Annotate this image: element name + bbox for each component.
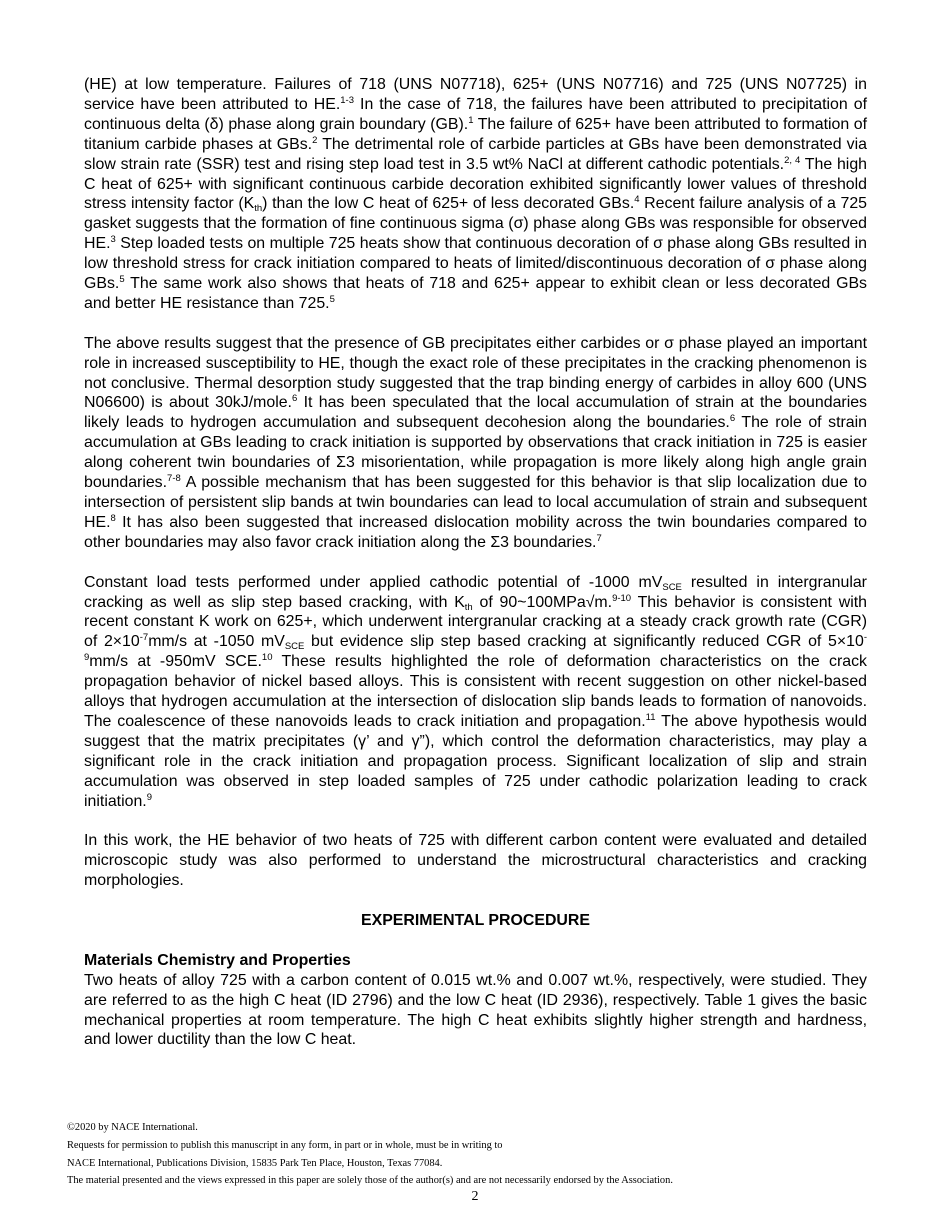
- p2-text: The above results suggest that the presence of GB precipitates either carbides or σ phase played an important role in increased susceptibility to HE, though the exact role of these precipitates in the cracking phenomenon is not conclusive. Thermal desorption study suggested that the trap binding energy of carbides in alloy 600 (UNS N06600) is about 30kJ/mole.: [84, 334, 867, 412]
- citation: 6: [729, 413, 736, 425]
- paragraph-constant-load: [84, 573, 867, 812]
- citation: 3: [110, 234, 116, 246]
- paragraph-he-failures: [84, 75, 867, 314]
- citation: 9: [146, 791, 153, 803]
- p3-text: Constant load tests performed under applied cathodic potential of -1000 mV: [84, 573, 663, 591]
- citation: 8: [110, 512, 116, 524]
- p1-text: The same work also shows that heats of 718 and 625+ appear to exhibit clean or less decorated GBs and better HE resistance than 725.: [84, 275, 867, 312]
- p1-text: In the case of 718, the failures have been attributed to precipitation of continuous delta (δ) phase along grain boundary (GB).: [84, 95, 867, 133]
- citation: 1-3: [340, 94, 354, 106]
- p3-text: but evidence slip step based cracking at significantly reduced CGR of 5×10: [304, 633, 864, 651]
- exponent: -9: [84, 632, 867, 664]
- p1-text: Recent failure analysis of a 725 gasket suggests that the formation of fine continuous sigma (σ) phase along GBs was responsible for observed HE.: [84, 195, 867, 253]
- citation: 2, 4: [784, 154, 801, 166]
- p1-text: The failure of 625+ have been attributed to formation of titanium carbide phases at GBs.: [84, 115, 867, 153]
- citation: 2: [312, 134, 318, 146]
- p2-text: It has also been suggested that increased dislocation mobility across the twin boundaries compared to other boundaries may also favor crack initiation along the Σ3 boundaries.: [84, 513, 867, 551]
- p3-text: mm/s at -1050 mV: [148, 633, 285, 651]
- citation: 5: [119, 274, 125, 286]
- citation: 7: [596, 532, 602, 544]
- citation: 4: [634, 194, 640, 206]
- p3-text: mm/s at -950mV SCE.: [89, 653, 262, 671]
- citation: 10: [261, 652, 273, 664]
- page-footer: [67, 1119, 673, 1190]
- p3-text: The above hypothesis would suggest that the matrix precipitates (γ’ and γ”), which control the deformation characteristics, may play a significant role in the crack initiation and propagation process. Significant localization of slip and strain accumulation was observed in step loaded samples of 725 under cathodic polarization leading to crack initiation.: [84, 712, 867, 810]
- exponent: -7: [139, 632, 149, 644]
- paragraph-gb-precipitates: [84, 334, 867, 553]
- subsection-heading: Materials Chemistry and Properties: [84, 951, 351, 969]
- p1-text: (HE) at low temperature. Failures of 718 (UNS N07718), 625+ (UNS N07716) and 725 (UNS N07725) in service have been attributed to HE.: [84, 76, 867, 113]
- page-body: [84, 75, 867, 1070]
- p1-text: ) than the low C heat of 625+ of less decorated GBs.: [262, 195, 635, 213]
- subscript: SCE: [284, 641, 305, 653]
- p2-text: A possible mechanism that has been suggested for this behavior is that slip localization due to intersection of persistent slip bands at twin boundaries can lead to local accumulation of strain and subsequent HE.: [84, 474, 867, 531]
- p1-text: Step loaded tests on multiple 725 heats show that continuous decoration of σ phase along GBs resulted in low threshold stress for crack initiation compared to heats of limited/discontinuous decoration of σ phase along GBs.: [84, 235, 867, 293]
- p1-text: The high C heat of 625+ with significant continuous carbide decoration exhibited significantly lower values of threshold stress intensity factor (K: [84, 155, 868, 213]
- publisher-address: NACE International, Publications Division, 15835 Park Ten Place, Houston, Texas 77084.: [67, 1157, 443, 1169]
- section-heading: EXPERIMENTAL PROCEDURE: [361, 912, 590, 929]
- p2-text: The role of strain accumulation at GBs leading to crack initiation is supported by observations that crack initiation in 725 is easier along coherent twin boundaries of Σ3 misorientation, while propagation is more likely along high angle grain boundaries.: [84, 414, 867, 492]
- subscript: th: [254, 203, 263, 215]
- citation: 5: [329, 293, 335, 305]
- subscript: SCE: [662, 581, 682, 593]
- p3-text: of 90~100MPa√m.: [472, 593, 613, 611]
- p3-text: resulted in intergranular cracking as well as slip step based cracking, with K: [84, 573, 867, 611]
- paragraph-materials: Two heats of alloy 725 with a carbon content of 0.015 wt.% and 0.007 wt.%, respectively, were studied. They are referred to as the high C heat (ID 2796) and the low C heat (ID 2936), respectively. Table 1 gives the basic mechanical properties at room temperature. The high C heat exhibits slightly higher strength and hardness, and lower ductility than the low C heat.: [84, 971, 867, 1049]
- citation: 9-10: [612, 592, 632, 604]
- p3-text: This behavior is consistent with recent constant K work on 625+, which underwent intergranular cracking at a steady crack growth rate (CGR) of 2×10: [84, 593, 867, 651]
- paragraph-this-work: In this work, the HE behavior of two heats of 725 with different carbon content were evaluated and detailed microscopic study was also performed to understand the microstructural characteristics and cracking morphologies.: [84, 832, 867, 890]
- subscript: th: [464, 601, 473, 613]
- p2-text: It has been speculated that the local accumulation of strain at the boundaries likely leads to hydrogen accumulation and subsequent decohesion along the boundaries.: [84, 394, 868, 432]
- citation: 1: [468, 114, 474, 126]
- citation: 7-8: [167, 473, 181, 485]
- citation: 6: [291, 393, 298, 405]
- citation: 11: [645, 711, 656, 723]
- p3-text: These results highlighted the role of deformation characteristics on the crack propagation behavior of nickel based alloys. This is consistent with recent suggestion on other nickel-based alloys that hydrogen accumulation at the intersection of dislocation slip bands leads to formation of nanovoids. The coalescence of these nanovoids leads to crack initiation and propagation.: [84, 653, 868, 730]
- disclaimer: The material presented and the views expressed in this paper are solely those of the author(s) and are not necessarily endorsed by the Association.: [67, 1175, 673, 1187]
- permission-notice: Requests for permission to publish this manuscript in any form, in part or in whole, must be in writing to: [67, 1139, 503, 1151]
- copyright-notice: ©2020 by NACE International.: [67, 1122, 198, 1133]
- p1-text: The detrimental role of carbide particles at GBs have been demonstrated via slow strain rate (SSR) test and rising step load test in 3.5 wt% NaCl at different cathodic potentials.: [84, 135, 867, 173]
- page-number: 2: [471, 1189, 479, 1204]
